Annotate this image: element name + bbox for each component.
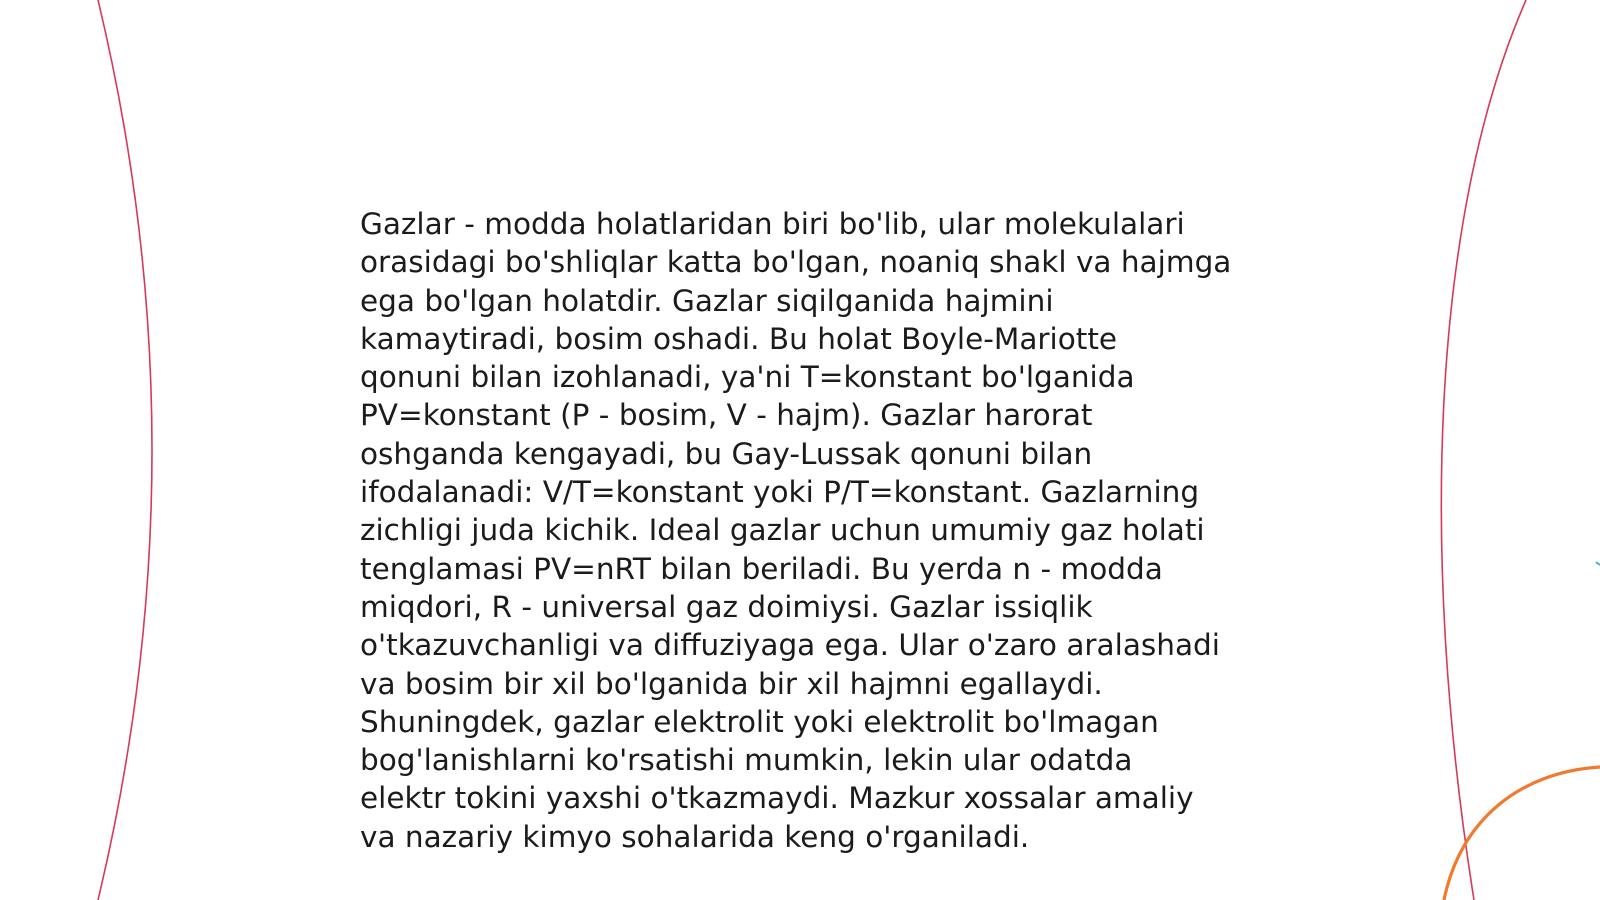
right-curve-line (1441, 0, 1526, 900)
body-paragraph: Gazlar - modda holatlaridan biri bo'lib, ular molekulalari orasidagi bo'shliqlar katta bo'lgan, noaniq shakl va hajmga ega bo'lgan holatdir. Gazlar siqilganida hajmini kamaytiradi, bosim oshadi. Bu holat Boyle-Mariotte qonuni bilan izohlanadi, ya'ni T=konstant bo'lganida PV=konstant (P - bosim, V - hajm). Gazlar harorat oshganda kengayadi, bu Gay-Lussak qonuni bilan ifodalanadi: V/T=konstant yoki P/T=konstant. Gazlarning zichligi juda kichik. Ideal gazlar uchun umumiy gaz holati tenglamasi PV=nRT bilan beriladi. Bu yerda n - modda miqdori, R - universal gaz doimiysi. Gazlar issiqlik o'tkazuvchanligi va diffuziyaga ega. Ular o'zaro aralashadi va bosim bir xil bo'lganida bir xil hajmni egallaydi. Shuningdek, gazlar elektrolit yoki elektrolit bo'lmagan bog'lanishlarni ko'rsatishi mumkin, lekin ular odatda elektr tokini yaxshi o'tkazmaydi. Mazkur xossalar amaliy va nazariy kimyo sohalarida keng o'rganiladi. (360, 207, 1232, 854)
orange-arc (1444, 767, 1600, 900)
teal-accent-mark (1596, 562, 1600, 565)
left-curve-line (98, 0, 152, 900)
